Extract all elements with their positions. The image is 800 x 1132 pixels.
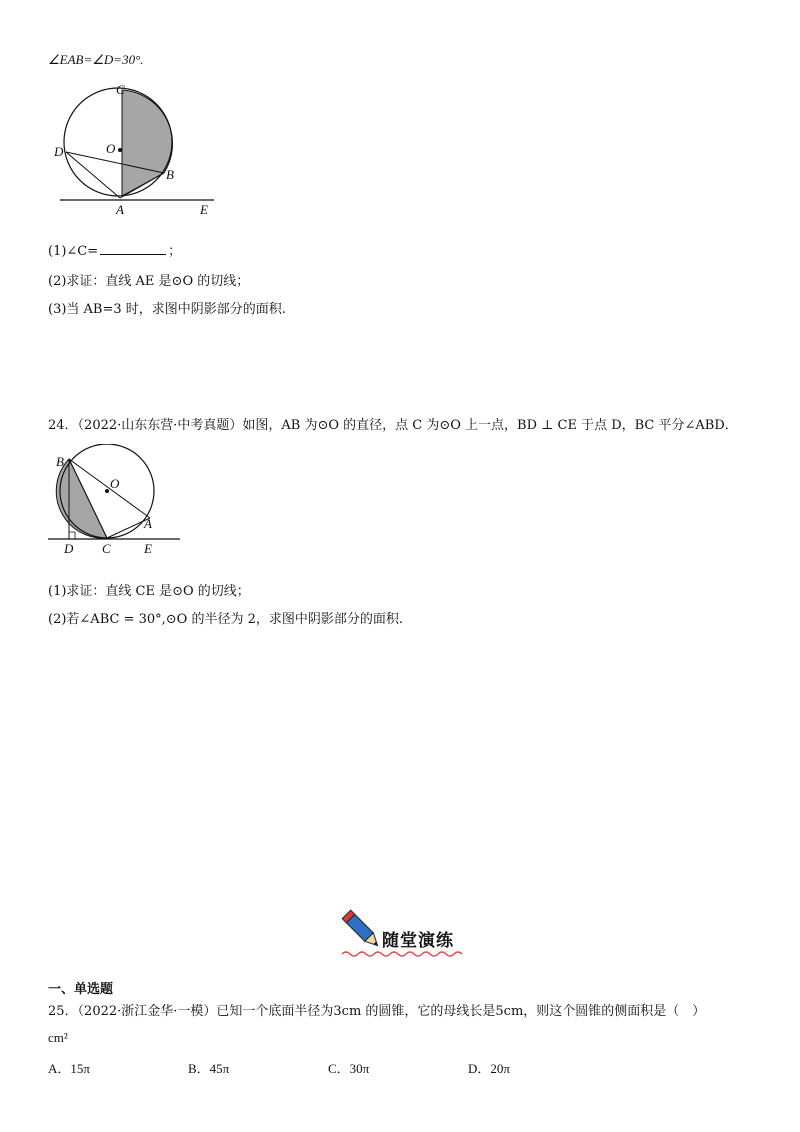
q23-sub1: [48, 240, 181, 259]
q25-unit: cm²: [48, 1030, 68, 1045]
q23-figure: [54, 80, 224, 220]
q23-condition-line: ∠EAB=∠D=30°.: [48, 52, 144, 67]
pencil-icon: [340, 906, 384, 954]
option-value: 15π: [70, 1061, 90, 1076]
q23-shaded-region: [122, 90, 173, 196]
q24-label-a: A: [144, 516, 152, 531]
q24-stem: 24．（2022·山东东营·中考真题）如图，AB 为⊙O 的直径，点 C 为⊙O 上一点，BD ⊥ CE 于点 D，BC 平分∠ABD．: [48, 418, 738, 433]
q24-sub1: (1)求证：直线 CE 是⊙O 的切线；: [48, 584, 250, 599]
q24-label-e: E: [144, 541, 152, 556]
q24-sub2: (2)若∠ABC = 30°,⊙O 的半径为 2，求图中阴影部分的面积.: [48, 612, 403, 627]
q23-center-point: [118, 148, 122, 152]
option-value: 20π: [490, 1061, 510, 1076]
section-title: 一、单选题: [48, 982, 114, 997]
q23-answer-blank[interactable]: [100, 242, 166, 255]
q24-right-angle-mark: [69, 532, 75, 539]
option-label: A．: [48, 1061, 71, 1076]
q23-label-a: A: [116, 202, 124, 217]
option-value: 45π: [209, 1061, 230, 1076]
q23-sub1-suffix: ；: [168, 244, 182, 259]
banner-underline: [340, 950, 464, 958]
option-label: D．: [468, 1061, 491, 1076]
q23-label-b: B: [166, 167, 174, 182]
q25-option-d[interactable]: [468, 1058, 510, 1077]
q25-option-c[interactable]: [328, 1058, 369, 1077]
q23-sub2: (2)求证：直线 AE 是⊙O 的切线；: [48, 274, 250, 289]
q24-label-b: B: [56, 454, 64, 469]
q23-sub3: (3)当 AB=3 时，求图中阴影部分的面积.: [48, 302, 286, 317]
q23-label-c: C: [116, 82, 125, 97]
q23-label-o: O: [106, 141, 116, 156]
q23-sub1-prefix: (1)∠C=: [48, 244, 99, 259]
banner-title: 随堂演练: [382, 931, 454, 951]
q25-stem: 25．（2022·浙江金华·一模）已知一个底面半径为3cm 的圆锥，它的母线长是5cm，则这个圆锥的侧面积是（ ）: [48, 1004, 706, 1019]
q23-segment-da: [66, 152, 120, 198]
practice-banner: [340, 906, 464, 958]
q24-label-o: O: [110, 476, 120, 491]
q23-label-e: E: [200, 202, 208, 217]
q23-label-d: D: [54, 144, 64, 159]
option-value: 30π: [349, 1061, 370, 1076]
q25-option-b[interactable]: [188, 1058, 229, 1077]
q25-option-a[interactable]: [48, 1058, 90, 1077]
q24-label-d: D: [64, 541, 74, 556]
q24-figure: [46, 444, 186, 556]
option-label: C．: [328, 1061, 350, 1076]
q24-label-c: C: [102, 541, 111, 556]
q24-center-point: [105, 489, 109, 493]
option-label: B．: [188, 1061, 210, 1076]
